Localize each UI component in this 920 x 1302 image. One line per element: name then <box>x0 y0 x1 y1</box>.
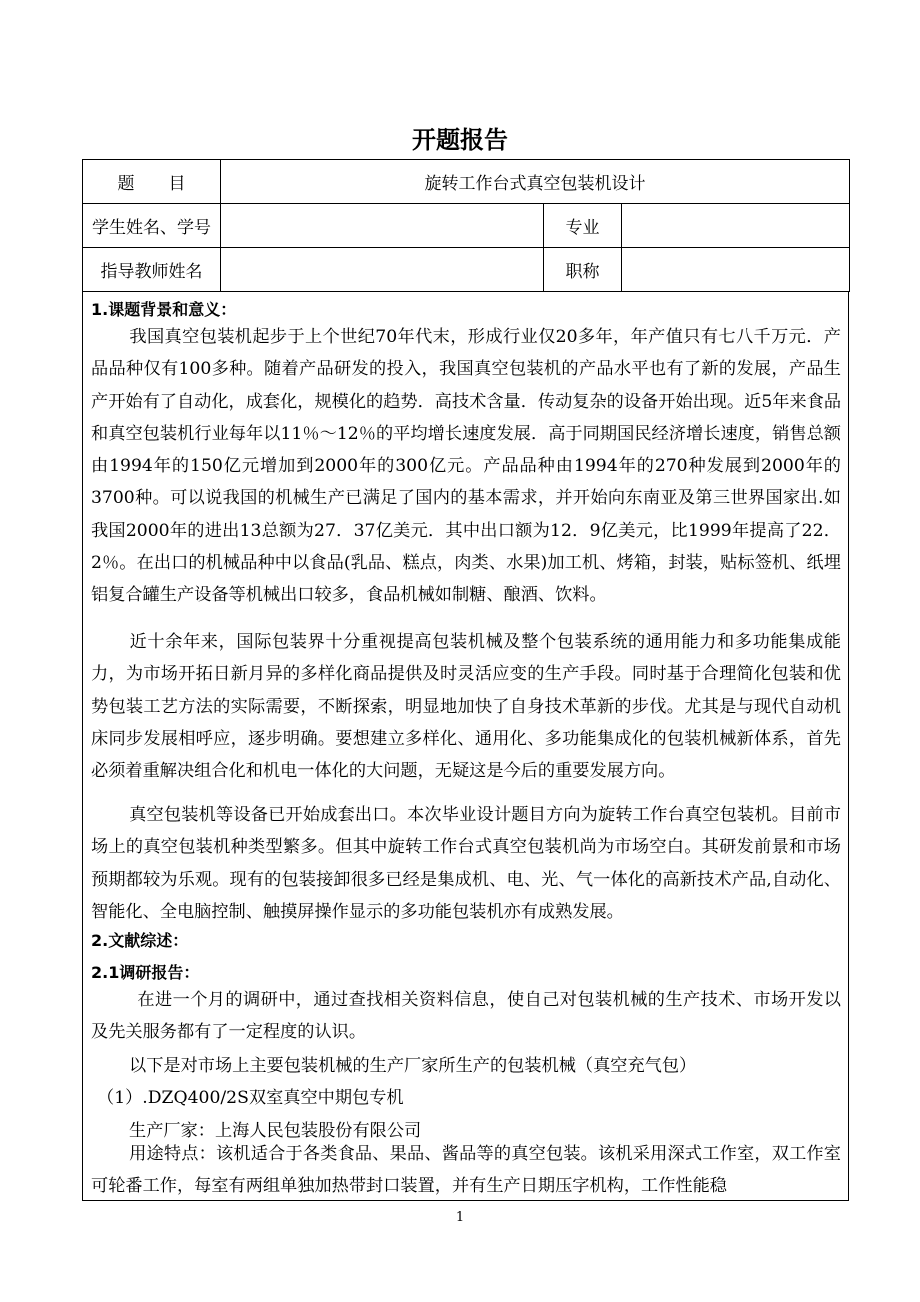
major-label: 专业 <box>544 204 622 248</box>
section1-heading: 1.课题背景和意义： <box>91 300 237 319</box>
manufacturer-line: 生产厂家：上海人民包装股份有限公司 <box>129 1121 422 1141</box>
report-body <box>82 291 849 1201</box>
section2-heading: 2.文献综述： <box>91 931 189 950</box>
title-value <box>622 248 850 292</box>
paragraph-research <box>91 984 841 1049</box>
topic-value: 旋转工作台式真空包装机设计 <box>221 160 850 204</box>
paragraph-trends <box>91 626 841 787</box>
student-value <box>221 204 544 248</box>
title-label: 职称 <box>544 248 622 292</box>
info-table <box>82 159 850 292</box>
student-label: 学生姓名、学号 <box>83 204 221 248</box>
paragraph-trends-text: 近十余年来，国际包装界十分重视提高包装机械及整个包装系统的通用能力和多功能集成能力，为市场开拓日新月异的多样化商品提供及时灵活应变的生产手段。同时基于合理简化包装和优势包装工艺方法的实际需要，不断探索，明显地加快了自身技术革新的步伐。尤其是与现代自动机床同步发展相呼应，逐步明确。要想建立多样化、通用化、多功能集成化的包装机械新体系，首先必须着重解决组合化和机电一体化的大问题，无疑这是今后的重要发展方向。 <box>91 632 841 782</box>
paragraph-background <box>91 321 841 612</box>
section21-heading: 2.1调研报告： <box>91 963 200 982</box>
page-number: 1 <box>455 1210 465 1225</box>
list-item-1: （1）.DZQ400/2S双室真空中期包专机 <box>97 1088 404 1108</box>
paragraph-list-intro: 以下是对市场上主要包装机械的生产厂家所生产的包装机械（真空充气包） <box>129 1056 697 1076</box>
topic-label: 题 目 <box>83 160 221 204</box>
paragraph-topic-text: 真空包装机等设备已开始成套出口。本次毕业设计题目方向为旋转工作台真空包装机。目前市场上的真空包装机种类型繁多。但其中旋转工作台式真空包装机尚为市场空白。其研发前景和市场预期都较为乐观。现有的包装接卸很多已经是集成机、电、光、气一体化的高新技术产品,自动化、智能化、全电脑控制、触摸屏操作显示的多功能包装机亦有成熟发展。 <box>91 805 841 922</box>
document-title: 开题报告 <box>412 126 508 154</box>
paragraph-topic <box>91 799 841 928</box>
paragraph-usage-text: 用途特点：该机适合于各类食品、果品、酱品等的真空包装。该机采用深式工作室，双工作室可轮番工作，每室有两组单独加热带封口装置，并有生产日期压字机构，工作性能稳 <box>91 1144 841 1197</box>
advisor-label: 指导教师姓名 <box>83 248 221 292</box>
major-value <box>622 204 850 248</box>
advisor-value <box>221 248 544 292</box>
paragraph-usage <box>91 1138 841 1203</box>
paragraph-background-text: 我国真空包装机起步于上个世纪70年代末，形成行业仅20多年，年产值只有七八千万元．产品品种仅有100多种。随着产品研发的投入，我国真空包装机的产品水平也有了新的发展，产品生产开始有了自动化，成套化，规模化的趋势．高技术含量．传动复杂的设备开始出现。近5年来食品和真空包装机行业每年以11％～12％的平均增长速度发展．高于同期国民经济增长速度，销售总额由1994年的150亿元增加到2000年的300亿元。产品品种由1994年的270种发展到2000年的3700种。可以说我国的机械生产已满足了国内的基本需求，并开始向东南亚及第三世界国家出.如我国2000年的进出13总额为27．37亿美元．其中出口额为12．9亿美元，比1999年提高了22．2％。在出口的机械品种中以食品(乳品、糕点，肉类、水果)加工机、烤箱，封装，贴标签机、纸埋铝复合罐生产设备等机械出口较多，食品机械如制糖、酿酒、饮料。 <box>91 327 842 606</box>
paragraph-research-text: 在进一个月的调研中，通过查找相关资料信息，使自己对包装机械的生产技术、市场开发以及先关服务都有了一定程度的认识。 <box>91 990 841 1043</box>
